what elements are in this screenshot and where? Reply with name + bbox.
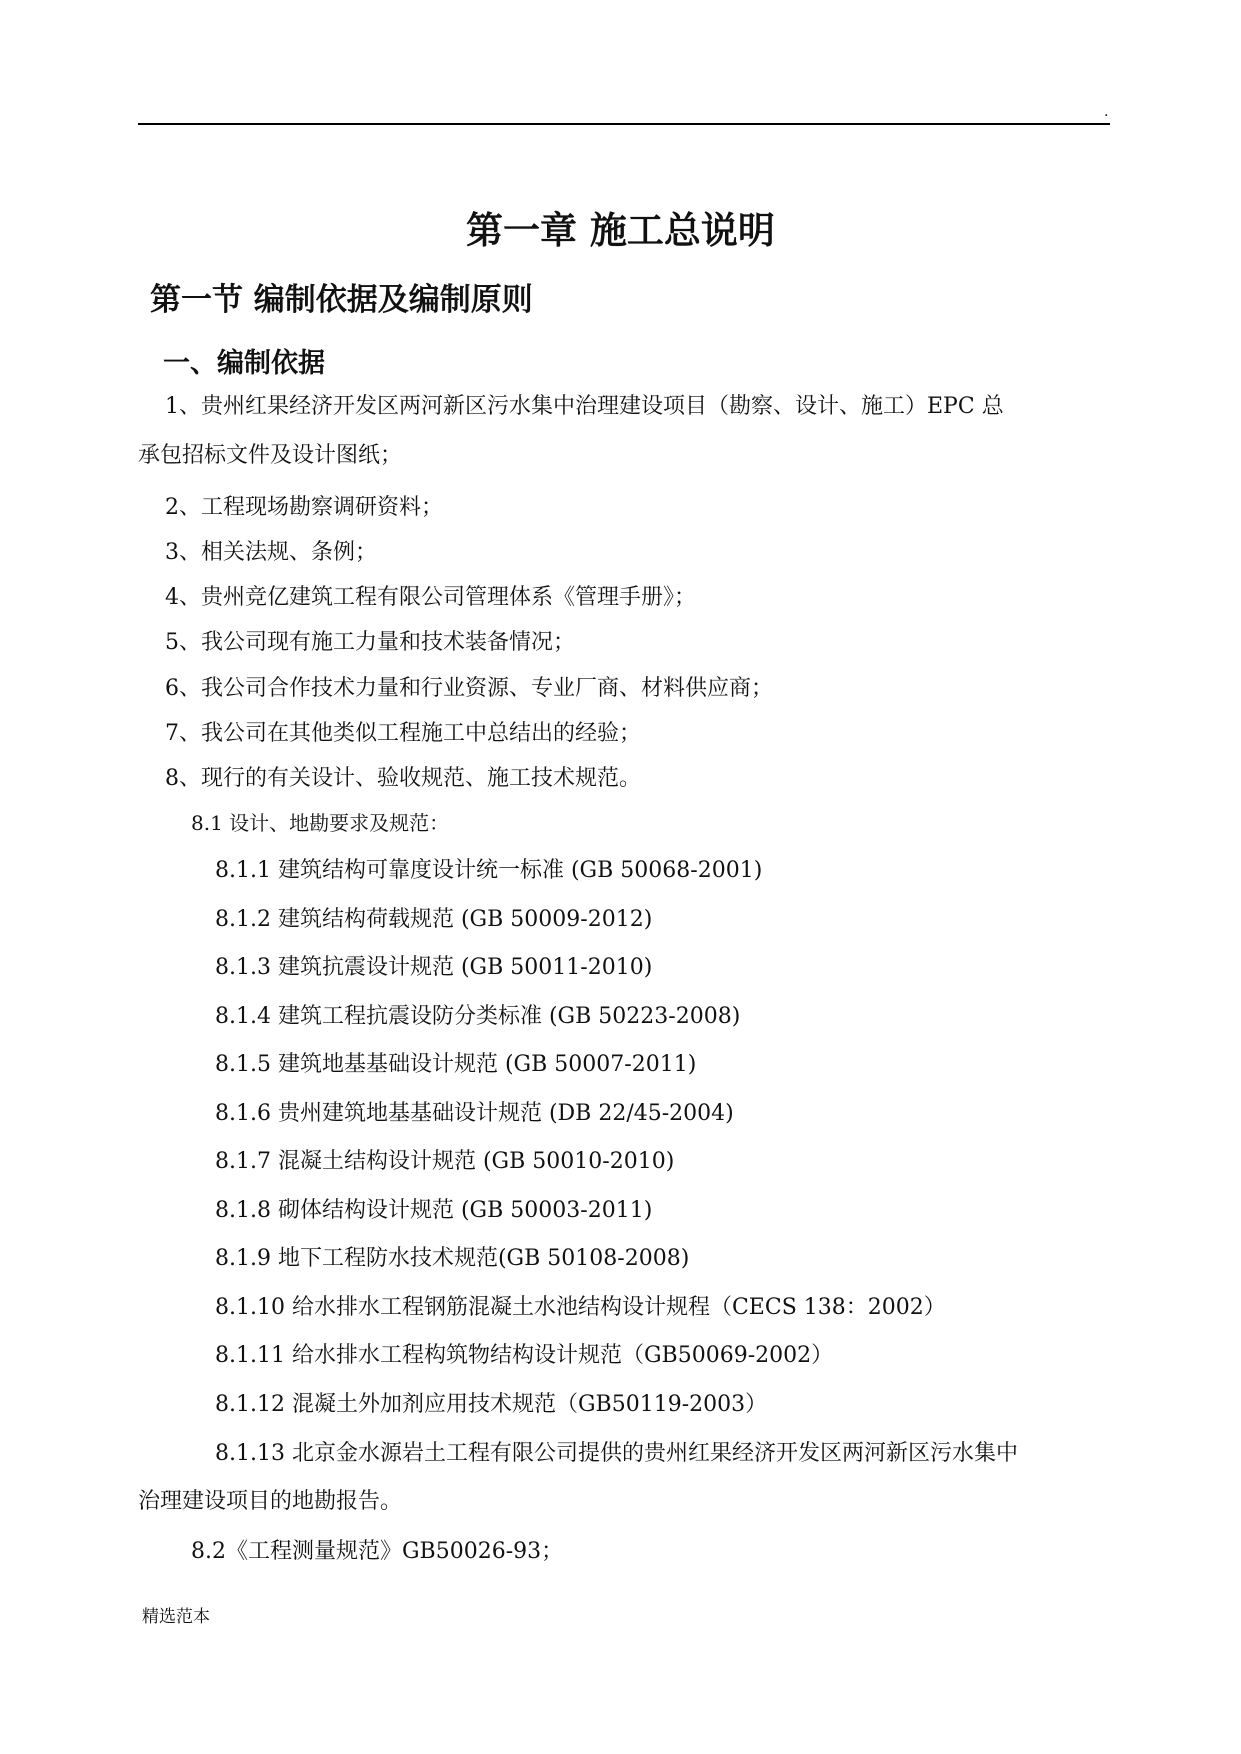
subsection-heading-8-2: 8.2《工程测量规范》GB50026-93；	[191, 1539, 564, 1564]
standard-item: 8.1.9 地下工程防水技术规范(GB 50108-2008)	[215, 1246, 690, 1271]
standard-item: 8.1.12 混凝土外加剂应用技术规范（GB50119-2003）	[215, 1392, 768, 1417]
standard-item: 8.1.13 北京金水源岩土工程有限公司提供的贵州红果经济开发区两河新区污水集中	[215, 1441, 1018, 1466]
footer-text: 精选范本	[142, 1607, 210, 1627]
standard-item: 8.1.7 混凝土结构设计规范 (GB 50010-2010)	[215, 1149, 675, 1174]
list-item: 8、现行的有关设计、验收规范、施工技术规范。	[165, 766, 641, 791]
section-title: 第一节 编制依据及编制原则	[150, 282, 533, 318]
list-item: 7、我公司在其他类似工程施工中总结出的经验；	[165, 721, 641, 746]
subsection-title: 一、编制依据	[163, 348, 325, 379]
header-mark: .	[1104, 104, 1109, 120]
chapter-title: 第一章 施工总说明	[466, 208, 775, 252]
list-item: 6、我公司合作技术力量和行业资源、专业厂商、材料供应商；	[165, 676, 773, 701]
standard-item: 8.1.10 给水排水工程钢筋混凝土水池结构设计规程（CECS 138：2002）	[215, 1295, 946, 1320]
standard-item: 8.1.5 建筑地基基础设计规范 (GB 50007-2011)	[215, 1052, 697, 1077]
standard-item: 8.1.1 建筑结构可靠度设计统一标准 (GB 50068-2001)	[215, 858, 763, 883]
subsection-heading-8-1: 8.1 设计、地勘要求及规范：	[191, 811, 450, 835]
standard-item: 8.1.2 建筑结构荷载规范 (GB 50009-2012)	[215, 907, 653, 932]
list-item: 3、相关法规、条例；	[165, 540, 377, 565]
header-rule	[138, 123, 1110, 125]
list-item: 2、工程现场勘察调研资料；	[165, 495, 443, 520]
list-item: 1、贵州红果经济开发区两河新区污水集中治理建设项目（勘察、设计、施工）EPC 总	[165, 394, 1004, 419]
standard-item: 8.1.3 建筑抗震设计规范 (GB 50011-2010)	[215, 955, 653, 980]
standard-item: 8.1.6 贵州建筑地基基础设计规范 (DB 22/45-2004)	[215, 1101, 734, 1126]
list-item: 5、我公司现有施工力量和技术装备情况；	[165, 630, 575, 655]
standard-item-continuation: 治理建设项目的地勘报告。	[138, 1489, 403, 1514]
list-item-continuation: 承包招标文件及设计图纸；	[138, 443, 403, 468]
standard-item: 8.1.11 给水排水工程构筑物结构设计规范（GB50069-2002）	[215, 1343, 834, 1368]
standard-item: 8.1.4 建筑工程抗震设防分类标准 (GB 50223-2008)	[215, 1004, 741, 1029]
list-item: 4、贵州竞亿建筑工程有限公司管理体系《管理手册》；	[165, 585, 696, 610]
standard-item: 8.1.8 砌体结构设计规范 (GB 50003-2011)	[215, 1198, 653, 1223]
